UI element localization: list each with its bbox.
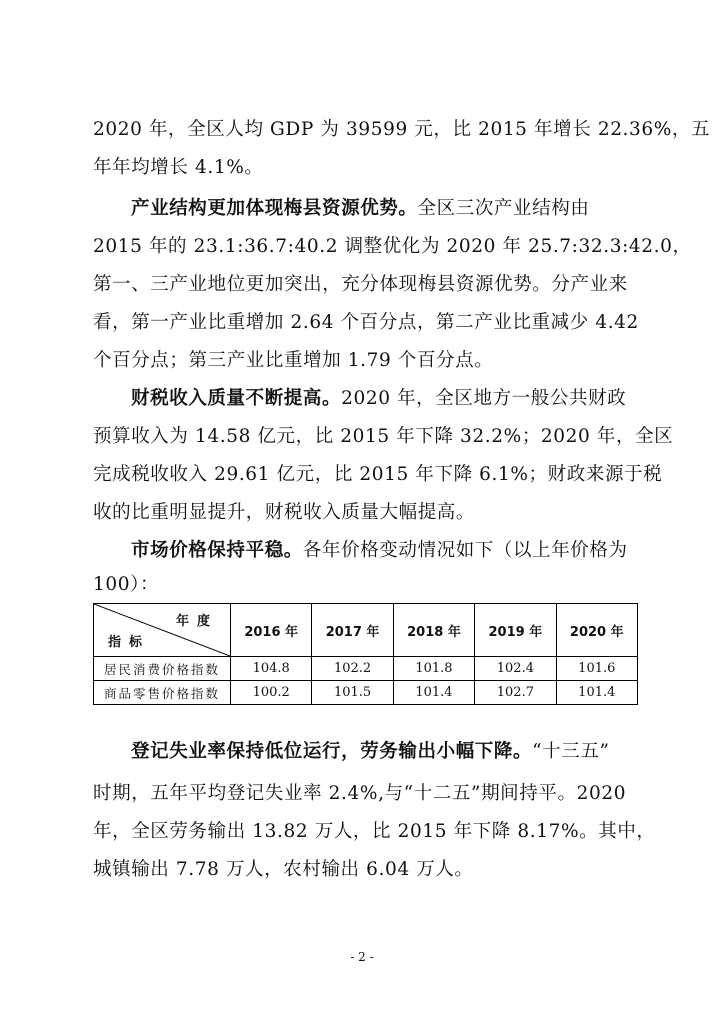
price-index-table <box>93 603 638 705</box>
table-cell: 101.6 <box>556 657 637 681</box>
table-cell: 104.8 <box>231 657 312 681</box>
paragraph-line: 2015 年的 23.1:36.7:40.2 调整优化为 2020 年 25.7:32.3:42.0， <box>93 236 692 257</box>
row-label: 商品零售价格指数 <box>94 681 231 705</box>
paragraph-first-line <box>131 738 638 766</box>
table-cell: 101.4 <box>556 681 637 705</box>
paragraph-line: 时期，五年平均登记失业率 2.4%,与“十二五”期间持平。2020 <box>93 783 627 804</box>
table-header-year: 2016 年 <box>231 604 312 657</box>
table-cell: 101.8 <box>393 657 474 681</box>
paragraph-line: 个百分点；第三产业比重增加 1.79 个百分点。 <box>93 350 494 371</box>
paragraph-heading: 登记失业率保持低位运行，劳务输出小幅下降。 <box>131 741 533 762</box>
table-cell: 102.2 <box>312 657 393 681</box>
table-row <box>94 681 638 705</box>
paragraph-line: 第一、三产业地位更加突出，充分体现梅县资源优势。分产业来 <box>93 274 628 295</box>
table-cell: 100.2 <box>231 681 312 705</box>
row-label: 居民消费价格指数 <box>94 657 231 681</box>
paragraph-line: 预算收入为 14.58 亿元，比 2015 年下降 32.2%；2020 年，全区 <box>93 426 674 447</box>
paragraph-line: 完成税收收入 29.61 亿元，比 2015 年下降 6.1%；财政来源于税 <box>93 464 663 485</box>
paragraph-line: 看，第一产业比重增加 2.64 个百分点，第二产业比重减少 4.42 <box>93 312 639 333</box>
table-header-year: 2018 年 <box>393 604 474 657</box>
corner-indicator-label: 指标 <box>108 635 151 650</box>
paragraph-heading: 产业结构更加体现梅县资源优势。 <box>131 198 418 219</box>
paragraph-line: 年年均增长 4.1%。 <box>93 157 264 178</box>
table-header-year: 2019 年 <box>475 604 556 657</box>
paragraph-line: 城镇输出 7.78 万人，农村输出 6.04 万人。 <box>93 859 474 880</box>
paragraph-line: 100）： <box>93 574 160 595</box>
paragraph-text: 各年价格变动情况如下（以上年价格为 <box>302 540 628 561</box>
paragraph-text: 2020 年，全区地方一般公共财政 <box>341 388 627 409</box>
table-cell: 102.7 <box>475 681 556 705</box>
table-cell: 102.4 <box>475 657 556 681</box>
paragraph-first-line <box>131 385 638 413</box>
page-number: - 2 - <box>350 950 374 964</box>
paragraph-first-line <box>131 195 638 223</box>
paragraph-line: 2020 年，全区人均 GDP 为 39599 元，比 2015 年增长 22.36%，五 <box>93 119 711 140</box>
paragraph-first-line <box>131 537 638 565</box>
table-header-year: 2017 年 <box>312 604 393 657</box>
paragraph-heading: 财税收入质量不断提高。 <box>131 388 342 409</box>
table-header-row <box>94 604 638 657</box>
paragraph-text: 全区三次产业结构由 <box>417 198 590 219</box>
table-cell: 101.4 <box>393 681 474 705</box>
table-row <box>94 657 638 681</box>
paragraph-text: “十三五” <box>532 741 610 762</box>
paragraph-line: 年，全区劳务输出 13.82 万人，比 2015 年下降 8.17%。其中， <box>93 821 656 842</box>
table-header-year: 2020 年 <box>556 604 637 657</box>
paragraph-heading: 市场价格保持平稳。 <box>131 540 303 561</box>
table-corner-cell <box>94 604 231 657</box>
paragraph-line: 收的比重明显提升，财税收入质量大幅提高。 <box>93 502 476 523</box>
table-cell: 101.5 <box>312 681 393 705</box>
corner-year-label: 年度 <box>175 614 218 629</box>
